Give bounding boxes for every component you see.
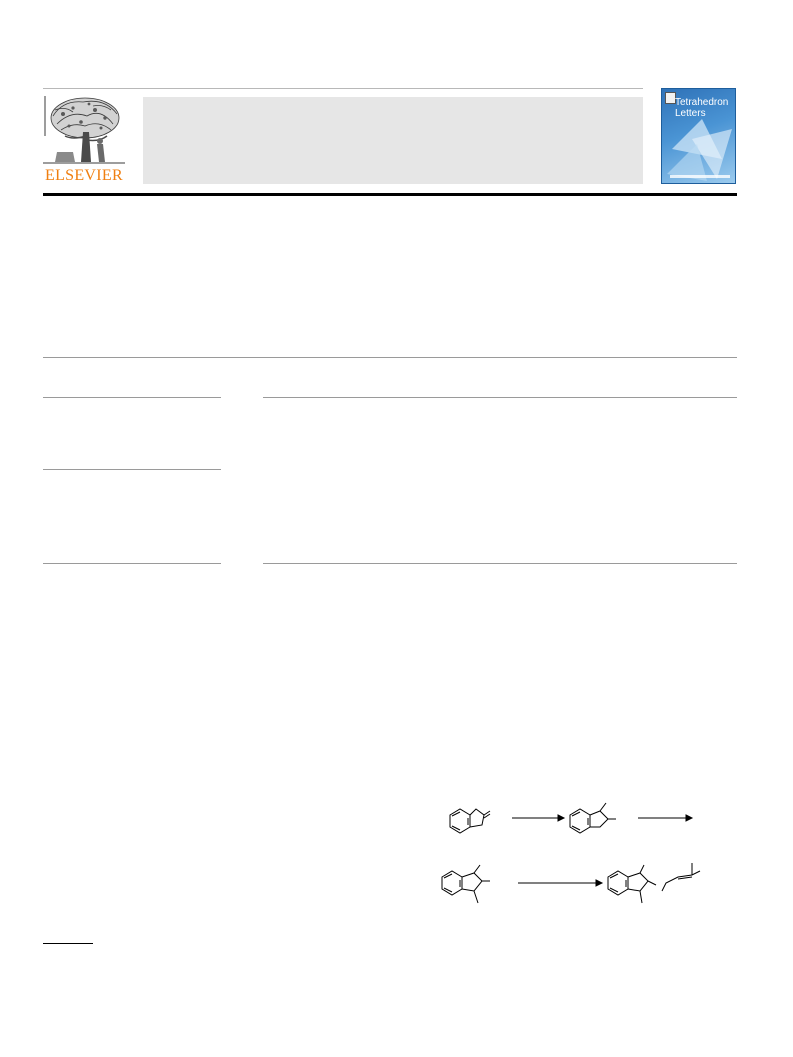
elsevier-tree-logo-icon [43,96,125,168]
publisher-name: ELSEVIER [45,167,123,184]
cover-journal-title: Tetrahedron Letters [675,97,729,119]
scheme-structure-1 [450,809,490,833]
journal-masthead-banner [143,97,643,184]
publisher-logo [43,96,125,186]
scheme-structure-3 [442,865,490,903]
footnote-rule [43,943,93,944]
article-info-mid-rule [43,469,221,470]
reaction-scheme [430,785,740,920]
abstract-bottom-rule [263,563,737,564]
article-info-bottom-rule [43,563,221,564]
article-info-top-rule [43,397,221,398]
scheme-structure-2 [570,803,616,833]
scheme-structure-4 [608,863,700,903]
header-thick-rule [43,193,737,196]
header-top-rule [43,88,643,89]
abstract-top-rule [263,397,737,398]
journal-cover [661,88,736,184]
title-block-separator [43,357,737,358]
